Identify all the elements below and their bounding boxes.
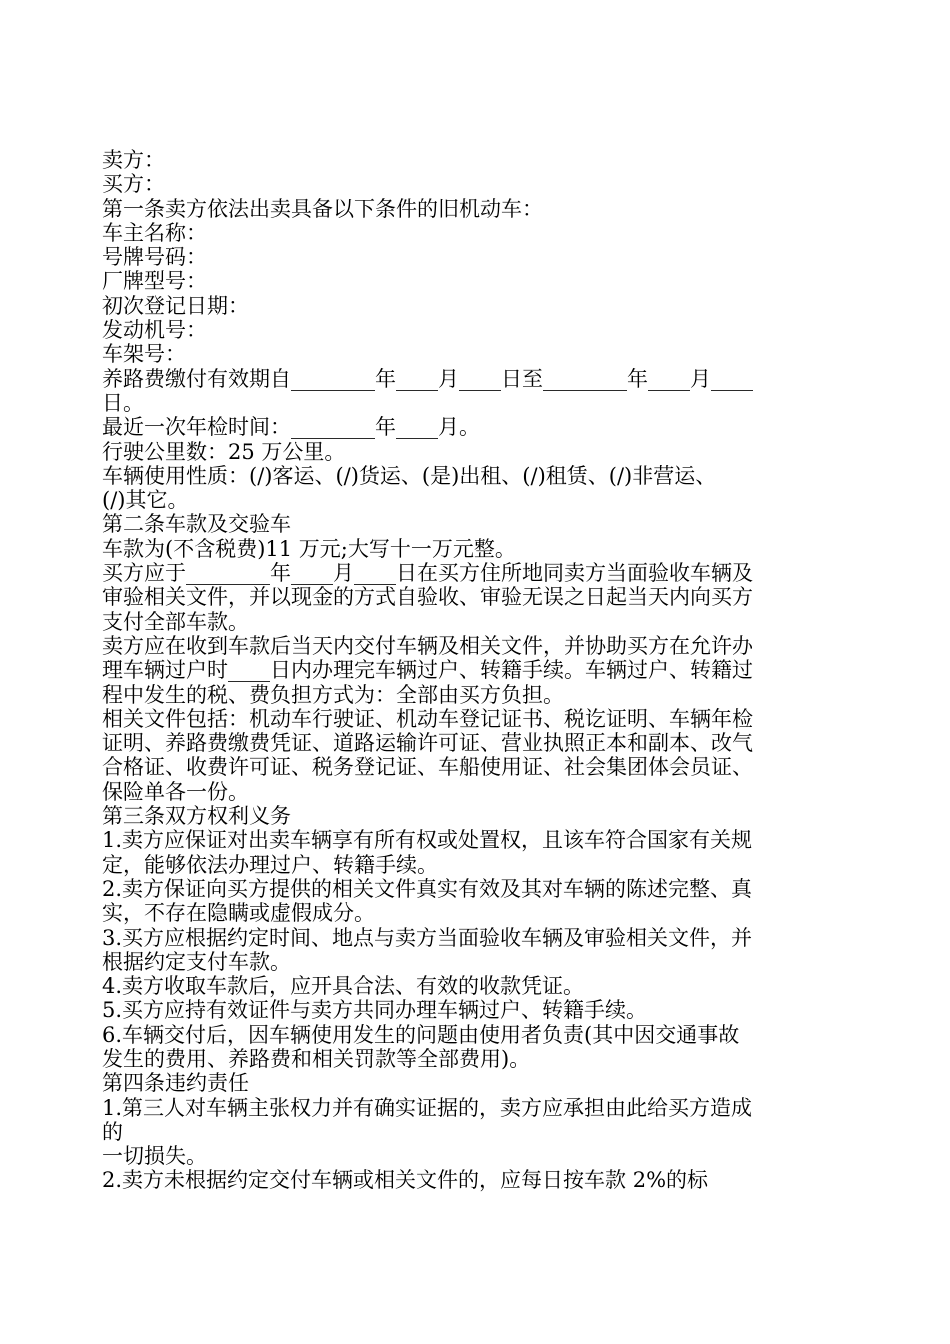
delivery-paragraph-line: 理车辆过户时____日内办理完车辆过户、转籍手续。车辆过户、转籍过 bbox=[102, 658, 753, 683]
documents-paragraph-line: 证明、养路费缴费凭证、道路运输许可证、营业执照正本和副本、改气 bbox=[102, 731, 753, 756]
documents-paragraph-line: 相关文件包括：机动车行驶证、机动车登记证书、税讫证明、车辆年检 bbox=[102, 706, 753, 731]
contract-body bbox=[102, 148, 854, 1193]
brand-model-line: 厂牌型号： bbox=[102, 269, 207, 294]
first-registration-line: 初次登记日期： bbox=[102, 293, 249, 318]
annual-inspection-line: 最近一次年检时间：________年____月。 bbox=[102, 415, 480, 440]
clause-3-1-line: 定，能够依法办理过户、转籍手续。 bbox=[102, 852, 438, 877]
delivery-paragraph-line: 卖方应在收到车款后当天内交付车辆及相关文件，并协助买方在允许办 bbox=[102, 633, 753, 658]
mileage-line: 行驶公里数：25 万公里。 bbox=[102, 439, 346, 464]
plate-number-line: 号牌号码： bbox=[102, 245, 207, 270]
clause-3-6-line: 发生的费用、养路费和相关罚款等全部费用)。 bbox=[102, 1046, 531, 1071]
article-2-heading: 第二条车款及交验车 bbox=[102, 512, 291, 537]
article-4-heading: 第四条违约责任 bbox=[102, 1071, 249, 1096]
frame-number-line: 车架号： bbox=[102, 342, 186, 367]
clause-3-2-line: 2.卖方保证向买方提供的相关文件真实有效及其对车辆的陈述完整、真 bbox=[102, 876, 753, 901]
documents-paragraph-line: 保险单各一份。 bbox=[102, 779, 249, 804]
clause-4-1-line: 1.第三人对车辆主张权力并有确实证据的，卖方应承担由此给买方造成 bbox=[102, 1095, 753, 1120]
clause-4-1-line: 一切损失。 bbox=[102, 1144, 207, 1169]
inspection-paragraph-line: 审验相关文件，并以现金的方式自验收、审验无误之日起当天内向买方 bbox=[102, 585, 753, 610]
clause-3-4-line: 4.卖方收取车款后，应开具合法、有效的收款凭证。 bbox=[102, 974, 585, 999]
clause-3-1-line: 1.卖方应保证对出卖车辆享有所有权或处置权，且该车符合国家有关规 bbox=[102, 828, 753, 853]
clause-3-2-line: 实，不存在隐瞒或虚假成分。 bbox=[102, 901, 375, 926]
road-fee-line: 养路费缴付有效期自________年____月____日至________年____月____ bbox=[102, 366, 753, 391]
clause-3-5-line: 5.买方应持有效证件与卖方共同办理车辆过户、转籍手续。 bbox=[102, 998, 648, 1023]
article-3-heading: 第三条双方权利义务 bbox=[102, 804, 291, 829]
inspection-paragraph-line: 买方应于________年____月____日在买方住所地同卖方当面验收车辆及 bbox=[102, 561, 753, 586]
buyer-line: 买方： bbox=[102, 172, 165, 197]
documents-paragraph-line: 合格证、收费许可证、税务登记证、车船使用证、社会集团体会员证、 bbox=[102, 755, 753, 780]
delivery-paragraph-line: 程中发生的税、费负担方式为：全部由买方负担。 bbox=[102, 682, 564, 707]
engine-number-line: 发动机号： bbox=[102, 318, 207, 343]
clause-3-3-line: 3.买方应根据约定时间、地点与卖方当面验收车辆及审验相关文件，并 bbox=[102, 925, 753, 950]
road-fee-line-cont: 日。 bbox=[102, 390, 144, 415]
seller-line: 卖方： bbox=[102, 148, 165, 172]
clause-3-6-line: 6.车辆交付后，因车辆使用发生的问题由使用者负责(其中因交通事故 bbox=[102, 1022, 740, 1047]
usage-nature-line: 车辆使用性质：(/)客运、(/)货运、(是)出租、(/)租赁、(/)非营运、 bbox=[102, 463, 717, 488]
clause-4-2-line: 2.卖方未根据约定交付车辆或相关文件的，应每日按车款 2%的标 bbox=[102, 1168, 709, 1193]
usage-nature-line-cont: (/)其它。 bbox=[102, 488, 189, 513]
owner-name-line: 车主名称： bbox=[102, 220, 207, 245]
inspection-paragraph-line: 支付全部车款。 bbox=[102, 609, 249, 634]
clause-3-3-line: 根据约定支付车款。 bbox=[102, 949, 291, 974]
price-line: 车款为(不含税费)11 万元;大写十一万元整。 bbox=[102, 536, 516, 561]
clause-4-1-line: 的 bbox=[102, 1119, 123, 1144]
article-1-heading: 第一条卖方依法出卖具备以下条件的旧机动车： bbox=[102, 196, 543, 221]
